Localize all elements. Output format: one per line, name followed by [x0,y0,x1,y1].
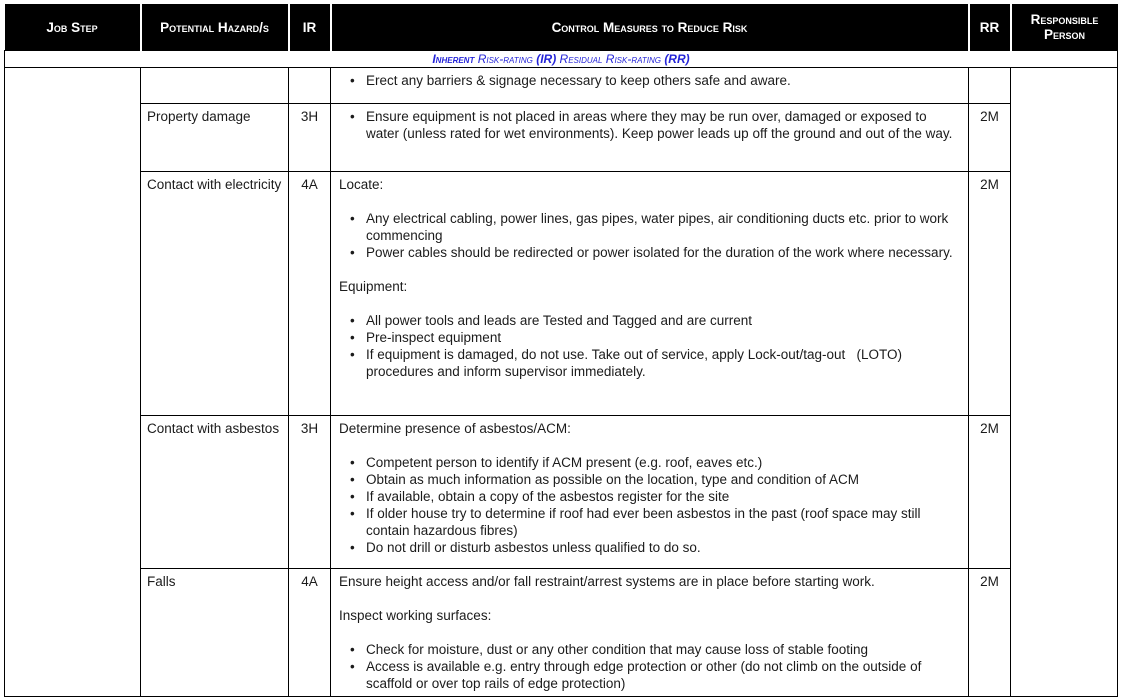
control-bullet-list [339,641,960,692]
control-bullet: • Pre-inspect equipment [339,329,960,346]
legend-segment: Inherent [432,51,478,66]
control-bullet: • Competent person to identify if ACM present (e.g. roof, eaves etc.) [339,454,960,471]
cell-control [331,569,969,697]
control-bullet: • Do not drill or disturb asbestos unless qualified to do so. [339,539,960,556]
cell-control [331,416,969,569]
cell-rr: 2M [969,416,1011,569]
cell-hazard [141,68,289,104]
col-header-responsible-person: Responsible Person [1011,4,1118,51]
swms-table [4,4,1118,697]
legend-row [5,51,1118,68]
table-row [5,104,1118,172]
control-bullet: • Access is available e.g. entry through edge protection or other (do not climb on the outside of scaffold or over top rails of edge protection) [339,658,960,692]
control-bullet: • Obtain as much information as possible on the location, type and condition of ACM [339,471,960,488]
cell-ir: 4A [289,172,331,416]
cell-hazard: Contact with asbestos [141,416,289,569]
table-row [5,416,1118,569]
control-bullet-list [339,72,960,89]
cell-hazard: Property damage [141,104,289,172]
control-heading: Inspect working surfaces: [339,608,492,623]
control-bullet: • If equipment is damaged, do not use. Take out of service, apply Lock-out/tag-out (LOTO) procedures and inform supervisor immediately. [339,346,960,380]
control-bullet: • All power tools and leads are Tested and Tagged and are current [339,312,960,329]
legend-segment: Risk-rating [477,51,537,66]
table-row [5,172,1118,416]
col-header-ir: IR [289,4,331,51]
control-bullet: • Check for moisture, dust or any other condition that may cause loss of stable footing [339,641,960,658]
control-bullet-list [339,312,960,380]
cell-hazard: Contact with electricity [141,172,289,416]
cell-rr: 2M [969,569,1011,697]
cell-responsible-person [1011,68,1118,697]
table-header [5,4,1118,68]
header-row [5,4,1118,51]
cell-rr: 2M [969,172,1011,416]
control-bullet-list [339,210,960,261]
control-heading: Equipment: [339,279,408,294]
control-bullet: • Any electrical cabling, power lines, gas pipes, water pipes, air conditioning ducts etc. prior to work commencing [339,210,960,244]
cell-control [331,172,969,416]
legend-segment: Residual Risk-rating [559,51,665,66]
control-heading: Ensure height access and/or fall restraint/arrest systems are in place before starting work. [339,574,875,589]
legend-segment: (IR) [536,51,560,66]
cell-rr [969,68,1011,104]
control-heading: Locate: [339,177,384,192]
cell-ir: 4A [289,569,331,697]
cell-job-step [5,68,141,697]
legend-segment: (RR) [664,51,690,66]
col-header-rr: RR [969,4,1011,51]
risk-rating-legend [5,51,1118,68]
control-bullet: • If older house try to determine if roof had ever been asbestos in the past (roof space may still contain hazardous fibres) [339,505,960,539]
control-bullet-list [339,108,960,142]
control-bullet: • Ensure equipment is not placed in areas where they may be run over, damaged or exposed to water (unless rated for wet environments). Keep power leads up off the ground and out of the way. [339,108,960,142]
cell-hazard: Falls [141,569,289,697]
control-bullet: • Erect any barriers & signage necessary to keep others safe and aware. [339,72,960,89]
cell-control [331,104,969,172]
col-header-potential-hazards: Potential Hazard/s [141,4,289,51]
control-bullet: • Power cables should be redirected or power isolated for the duration of the work where necessary. [339,244,960,261]
col-header-job-step: Job Step [5,4,141,51]
cell-ir [289,68,331,104]
control-bullet-list [339,454,960,556]
table-body [5,68,1118,697]
control-bullet: • If available, obtain a copy of the asbestos register for the site [339,488,960,505]
cell-control [331,68,969,104]
document-page [4,4,1117,697]
control-heading: Determine presence of asbestos/ACM: [339,421,571,436]
table-row [5,68,1118,104]
cell-ir: 3H [289,416,331,569]
cell-ir: 3H [289,104,331,172]
cell-rr: 2M [969,104,1011,172]
table-row [5,569,1118,697]
col-header-control-measures: Control Measures to Reduce Risk [331,4,969,51]
